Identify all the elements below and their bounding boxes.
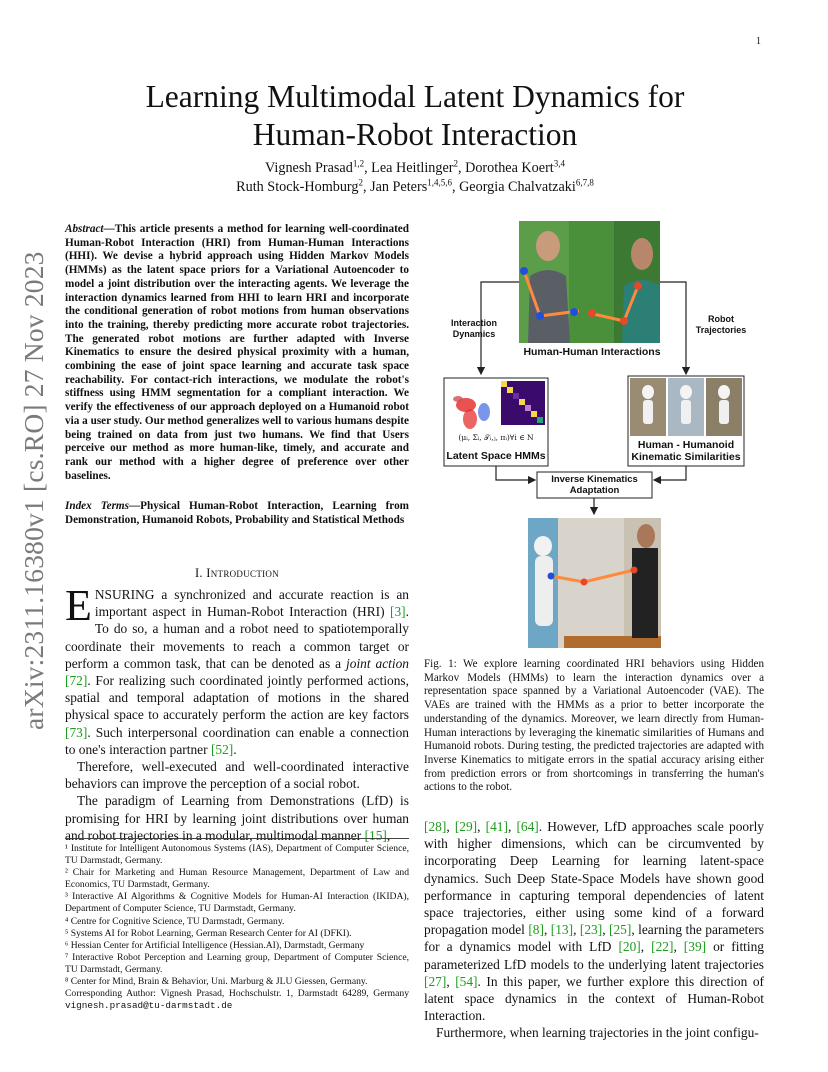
citation-link[interactable]: [41] <box>485 819 508 834</box>
label-line: Interaction <box>450 318 497 328</box>
text-run: , <box>386 827 391 843</box>
citation-link[interactable]: [29] <box>454 819 478 834</box>
footnote: ⁸ Center for Mind, Brain & Behavior, Uni. Marburg & JLU Giessen, Germany. <box>65 976 368 988</box>
author-affil: 6,7,8 <box>575 177 594 188</box>
citation-link[interactable]: [22] <box>651 939 674 955</box>
footnote: ⁷ Interactive Robot Perception and Learning group, Department of Computer Science, TU Darmstadt, Germany. <box>65 951 409 975</box>
footnote: ¹ Institute for Intelligent Autonomous Systems (IAS), Department of Computer Science, TU Darmstadt, Germany. <box>65 843 409 867</box>
footnote: ³ Interactive AI Algorithms & Cognitive Models for Human-AI Interaction (IKIDA), Department of Computer Science, TU Darmstadt, Germany. <box>65 891 409 915</box>
latent-hmm-label: Latent Space HMMs <box>446 450 546 462</box>
text-run: The paradigm of Learning from Demonstrations (LfD) is promising for HRI by learning joint distributions over human and robot trajectories in a modular, multimodal manner <box>65 793 409 843</box>
citation-link[interactable]: [72] <box>65 673 88 689</box>
citation-link[interactable]: [3] <box>390 604 406 620</box>
text-run: or fitting parameterized LfD models to the underlying latent trajectories <box>424 939 764 972</box>
label-line: Dynamics <box>452 329 496 339</box>
citation-link[interactable]: [23] <box>579 922 603 938</box>
citation-link[interactable]: [25] <box>609 922 632 938</box>
page-number: 1 <box>756 36 761 47</box>
text-run: . Such interpersonal coordination can enable a connection to one's interaction partner <box>65 724 409 757</box>
footnote: ² Chair for Marketing and Human Resource Management, Department of Law and Economics, TU Darmstadt, Germany. <box>65 867 409 891</box>
footnote: ⁵ Systems AI for Robot Learning, German Research Center for AI (DFKI). <box>65 927 352 939</box>
text-run: . To do so, a human and a robot need to spatiotemporally coordinate their movements to reach a common target or perform a common task, that can be denoted as a <box>65 604 409 671</box>
robot-trajectories-label <box>686 314 756 336</box>
citation-link[interactable]: [64] <box>516 819 539 834</box>
text-run: . However, LfD approaches scale poorly with higher dimensions, which can be circumvented by incorporating Deep Learning for learning latent-space dynamics. Such Deep State-Space Models have shown good performance in capturing temporal dependencies of latent space trajectories, either using some kind of a forward propagation model <box>424 819 764 938</box>
citation-link[interactable]: [13] <box>550 922 574 938</box>
text-run: , learning the parameters for a dynamics model with LfD <box>424 922 765 955</box>
figure-1 <box>424 216 764 648</box>
citation-link[interactable]: [73] <box>65 724 88 740</box>
paragraph: [28], [29], [41], [64]. However, LfD approaches scale poorly with higher dimensions, which can be circumvented by incorporating Deep Learning for learning latent-space dynamics. Such Deep State-Space Models have shown good performance in capturing temporal dependencies of latent space trajectories, either using some kind of a forward propagation model [8], [13], [23], [25], learning the parameters for a dynamics model with LfD [20], [22], [39] or fitting parameterized LfD models to the underlying latent trajectories [27], [54]. In this paper, we further explore this direction of latent space dynamics in the context of Human-Robot Interaction. <box>424 819 765 1024</box>
intro-paragraph-3 <box>65 792 409 844</box>
author-name: Lea Heitlinger <box>371 160 454 176</box>
abstract-label: Abstract <box>65 223 104 235</box>
citation-link[interactable]: [27] <box>424 973 447 989</box>
text-run: Corresponding Author: Vignesh Prasad, Hochschulstr. 1, Darmstadt 64289, Germany <box>65 988 409 1000</box>
citation-link[interactable]: [54] <box>455 973 478 989</box>
citation-link[interactable]: [39] <box>683 939 707 955</box>
citation-link[interactable]: [52] <box>210 741 234 757</box>
figure-caption: Fig. 1: We explore learning coordinated HRI behaviors using Hidden Markov Models (HMMs) to learn the interaction dynamics over a representation space spanned by a Variational Autoencoder (VAE). The VAEs are trained with the HMMs as a prior to better incorporate the understanding of the dynamics. Moreover, we learn directly from Human-Human interactions by leveraging the kinematic similarities of Humans and Humanoid robots. During testing, the predicted trajectories are adapted with Inverse Kinematics to mitigate errors in the spatial accuracy arising either from prediction errors or from shortcomings in transferring the human's actions to the robot. <box>424 658 764 794</box>
citation-link[interactable]: [28] <box>424 819 447 834</box>
label-line: Adaptation <box>569 485 620 496</box>
author-line-1: Vignesh Prasad$^{1,2}$, Lea Heitlinger$^2$, Dorothea Koert$^{3,4}$ <box>265 158 565 176</box>
text-run: . <box>233 741 237 757</box>
title-line-2: Human-Robot Interaction <box>252 117 578 152</box>
hhi-photo <box>519 221 660 343</box>
hri-photo <box>528 518 661 648</box>
author-name: Ruth Stock-Homburg <box>236 179 359 195</box>
citation-link[interactable]: [15] <box>364 827 387 843</box>
kinematic-label <box>628 439 744 463</box>
author-name: Dorothea Koert <box>465 160 554 176</box>
text-run: NSURING a synchronized and accurate reaction is an important aspect in Human-Robot Interaction (HRI) <box>94 587 409 620</box>
hhi-label: Human-Human Interactions <box>523 346 661 358</box>
text-run: . For realizing such coordinated jointly performed actions, spatial and temporal adaptation of motions in the shared physical space to accurately perform the action are key factors <box>65 673 409 723</box>
emphasis: joint action <box>346 655 409 671</box>
author-line-2: Ruth Stock-Homburg$^2$, Jan Peters$^{1,4,5,6}$, Georgia Chalvatzaki$^{6,7,8}$ <box>236 177 594 195</box>
author-affil: 1,4,5,6 <box>427 177 452 188</box>
title-line-1: Learning Multimodal Latent Dynamics for <box>145 79 685 114</box>
label-line: Trajectories <box>695 325 747 335</box>
hmm-formula: (μᵢ, Σᵢ, 𝒯ᵢ,ⱼ, πᵢ)∀i ∈ N <box>458 433 534 442</box>
author-name: Jan Peters <box>370 179 428 195</box>
label-line: Robot <box>708 314 734 324</box>
abstract-text: —This article presents a method for learning well-coordinated Human-Robot Interaction (HRI) from Human-Human Interactions (HHI). We devise a hybrid approach using Hidden Markov Models (HMMs) as the latent space priors for a Variational Autoencoder to model a joint distribution over the interacting agents. We leverage the interaction dynamics learned from HHI to learn HRI and incorporate the conditional generation of robot motions from human observations into the training, thereby predicting more accurate robot trajectories. The generated robot motions are further adapted with Inverse Kinematics to ensure the desired physical proximity with a human, combining the ease of joint space learning and accurate task space reachability. For contact-rich interactions, we modulate the robot's stiffness using HMM segmentation for a compliant interaction. We verify the effectiveness of our approach deployed on a Humanoid robot via a user study. Our method generalizes well to various humans despite being trained on data from just two humans. We find that Users perceive our method as more human-like, timely, and accurate and rank our method with a higher degree of preference over other baselines. <box>65 223 409 482</box>
introduction-text <box>65 581 409 844</box>
label-line: Inverse Kinematics <box>551 474 638 485</box>
author-email[interactable]: vignesh.prasad@tu-darmstadt.de <box>65 1000 233 1012</box>
abstract <box>65 223 409 483</box>
ik-label <box>537 474 652 496</box>
index-terms-text: —Physical Human-Robot Interaction, Learning from Demonstration, Humanoid Robots, Probability and Statistical Methods <box>65 500 409 526</box>
paper-title <box>70 78 760 154</box>
intro-paragraph-2: Therefore, well-executed and well-coordinated interactive behaviors can improve the perception of a social robot. <box>65 759 409 792</box>
author-affil: 2 <box>453 158 458 169</box>
author-name: Georgia Chalvatzaki <box>459 179 576 195</box>
author-list <box>150 159 680 197</box>
arxiv-stamp: arXiv:2311.16380v1 [cs.RO] 27 Nov 2023 <box>18 251 49 730</box>
label-line: Human - Humanoid <box>637 439 735 451</box>
author-affil: 1,2 <box>352 158 365 169</box>
index-terms-label: Index Terms <box>65 500 129 512</box>
label-line: Kinematic Similarities <box>631 451 741 463</box>
citation-link[interactable]: [8] <box>528 922 544 938</box>
right-column-text <box>424 818 764 1042</box>
footnote: ⁴ Centre for Cognitive Science, TU Darmstadt, Germany. <box>65 915 285 927</box>
citation-link[interactable]: [20] <box>618 939 641 955</box>
drop-cap: E <box>65 581 92 630</box>
footnote: ⁶ Hessian Center for Artificial Intelligence (Hessian.AI), Darmstadt, Germany <box>65 939 365 951</box>
intro-paragraph-1 <box>65 581 409 758</box>
text-run: . In this paper, we further explore this direction of latent space dynamics in the context of Human-Robot Interaction. <box>424 973 764 1024</box>
paragraph: Furthermore, when learning trajectories in the joint configu- <box>436 1025 759 1041</box>
footnotes <box>65 838 409 1012</box>
interaction-dynamics-label <box>446 318 502 340</box>
corresponding-author <box>65 988 409 1012</box>
author-name: Vignesh Prasad <box>265 160 353 176</box>
author-affil: 3,4 <box>553 158 565 169</box>
section-heading: I. Introduction <box>194 566 280 580</box>
index-terms <box>65 500 409 527</box>
author-affil: 2 <box>358 177 363 188</box>
